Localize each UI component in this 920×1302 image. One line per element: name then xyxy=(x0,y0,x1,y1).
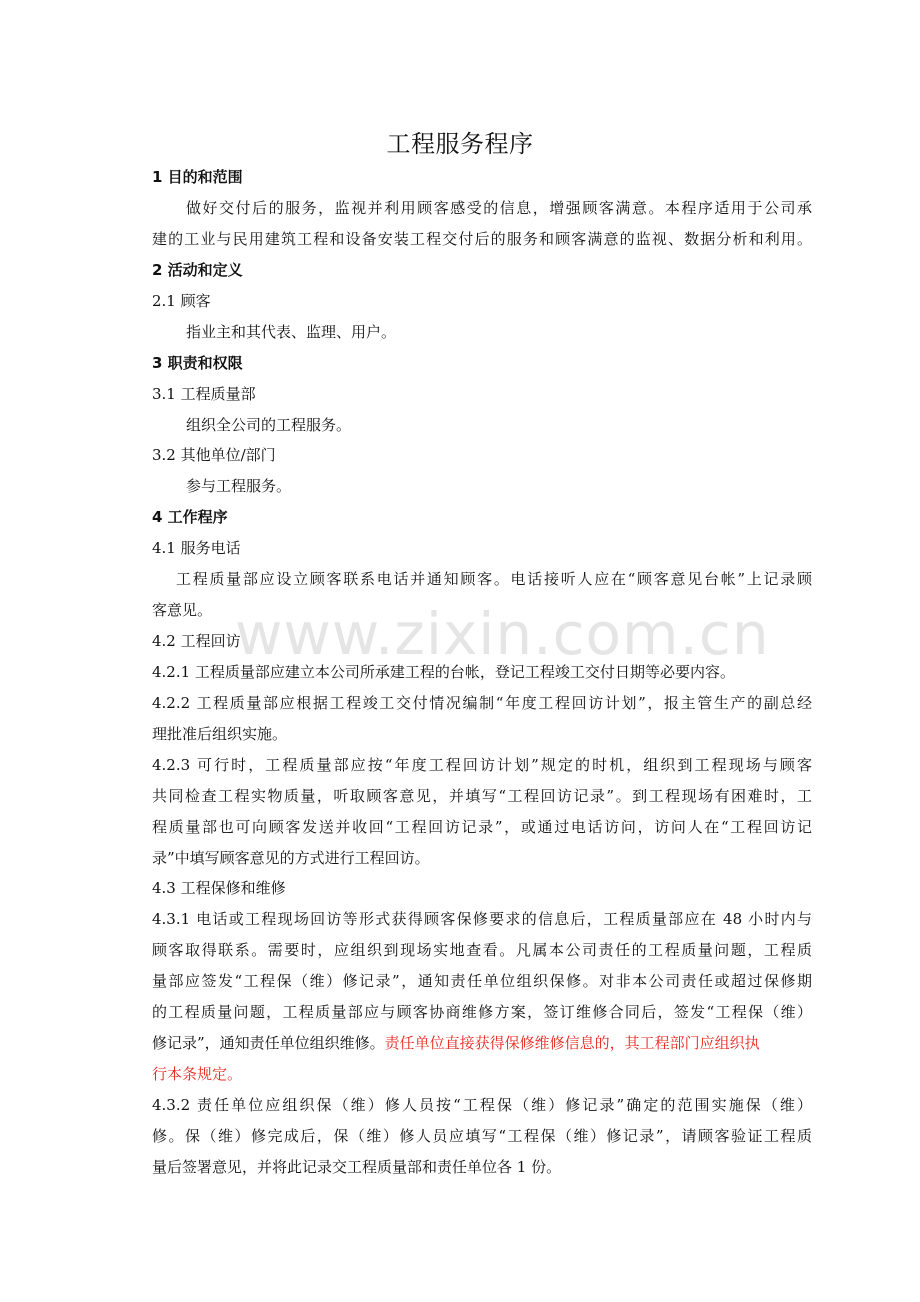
clause-4-2-1: 4.2.1 工程质量部应建立本公司所承建工程的台帐，登记工程竣工交付日期等必要内容。 xyxy=(152,663,735,681)
clause-4-2-3-line: 共同检查工程实物质量，听取顾客意见，并填写“工程回访记录”。到工程现场有困难时，工 xyxy=(152,787,812,805)
subsection-4-1-line: 工程质量部应设立顾客联系电话并通知顾客。电话接听人应在“顾客意见台帐”上记录顾 xyxy=(176,570,812,588)
clause-4-3-1-line: 量部应签发“工程保（维）修记录”，通知责任单位组织保修。对非本公司责任或超过保修期 xyxy=(152,972,812,990)
subsection-3-2: 3.2 其他单位/部门 xyxy=(152,446,276,464)
clause-4-2-2-line: 4.2.2 工程质量部应根据工程竣工交付情况编制“年度工程回访计划”，报主管生产的副总经 xyxy=(152,694,812,712)
clause-4-3-2-line: 4.3.2 责任单位应组织保（维）修人员按“工程保（维）修记录”确定的范围实施保（维） xyxy=(152,1096,812,1114)
clause-4-3-1-text: 修记录”，通知责任单位组织维修。 xyxy=(152,1034,385,1052)
watermark: www.zixin.com.cn xyxy=(235,600,770,668)
clause-4-3-1-highlight: 责任单位直接获得保修维修信息的，其工程部门应组织执 xyxy=(384,1034,760,1052)
clause-4-3-1-line: 4.3.1 电话或工程现场回访等形式获得顾客保修要求的信息后，工程质量部应在 48 小时内与 xyxy=(152,910,812,928)
subsection-4-1: 4.1 服务电话 xyxy=(152,539,241,557)
subsection-4-1-line: 客意见。 xyxy=(152,601,213,619)
clause-4-2-3-line: 4.2.3 可行时，工程质量部应按“年度工程回访计划”规定的时机，组织到工程现场与顾客 xyxy=(152,756,812,774)
section-4-heading: 4 工作程序 xyxy=(152,508,228,526)
subsection-2-1: 2.1 顾客 xyxy=(152,292,211,310)
document-title: 工程服务程序 xyxy=(386,130,534,158)
subsection-3-1: 3.1 工程质量部 xyxy=(152,385,256,403)
subsection-4-3: 4.3 工程保修和维修 xyxy=(152,879,286,897)
section-1-paragraph-line: 做好交付后的服务，监视并利用顾客感受的信息，增强顾客满意。本程序适用于公司承 xyxy=(186,199,812,217)
subsection-3-2-body: 参与工程服务。 xyxy=(186,477,292,495)
section-1-paragraph-line: 建的工业与民用建筑工程和设备安装工程交付后的服务和顾客满意的监视、数据分析和利用。 xyxy=(152,230,812,248)
section-2-heading: 2 活动和定义 xyxy=(152,261,243,279)
clause-4-2-2-line: 理批准后组织实施。 xyxy=(152,725,288,743)
clause-4-3-2-line: 修。保（维）修完成后，保（维）修人员应填写“工程保（维）修记录”，请顾客验证工程质 xyxy=(152,1127,812,1145)
clause-4-3-1-line: 的工程质量问题，工程质量部应与顾客协商维修方案，签订维修合同后，签发“工程保（维） xyxy=(152,1003,812,1021)
clause-4-3-1-mixed-line xyxy=(152,1032,812,1054)
clause-4-3-2-line: 量后签署意见，并将此记录交工程质量部和责任单位各 1 份。 xyxy=(152,1158,562,1176)
subsection-3-1-body: 组织全公司的工程服务。 xyxy=(186,416,352,434)
clause-4-2-3-line: 录”中填写顾客意见的方式进行工程回访。 xyxy=(152,849,430,867)
subsection-4-2: 4.2 工程回访 xyxy=(152,632,241,650)
clause-4-3-1-highlight: 行本条规定。 xyxy=(152,1065,243,1083)
section-3-heading: 3 职责和权限 xyxy=(152,354,243,372)
clause-4-2-3-line: 程质量部也可向顾客发送并收回“工程回访记录”，或通过电话访问，访问人在“工程回访记 xyxy=(152,818,812,836)
subsection-2-1-body: 指业主和其代表、监理、用户。 xyxy=(186,323,397,341)
section-1-heading: 1 目的和范围 xyxy=(152,168,243,186)
clause-4-3-1-line: 顾客取得联系。需要时，应组织到现场实地查看。凡属本公司责任的工程质量问题，工程质 xyxy=(152,941,812,959)
